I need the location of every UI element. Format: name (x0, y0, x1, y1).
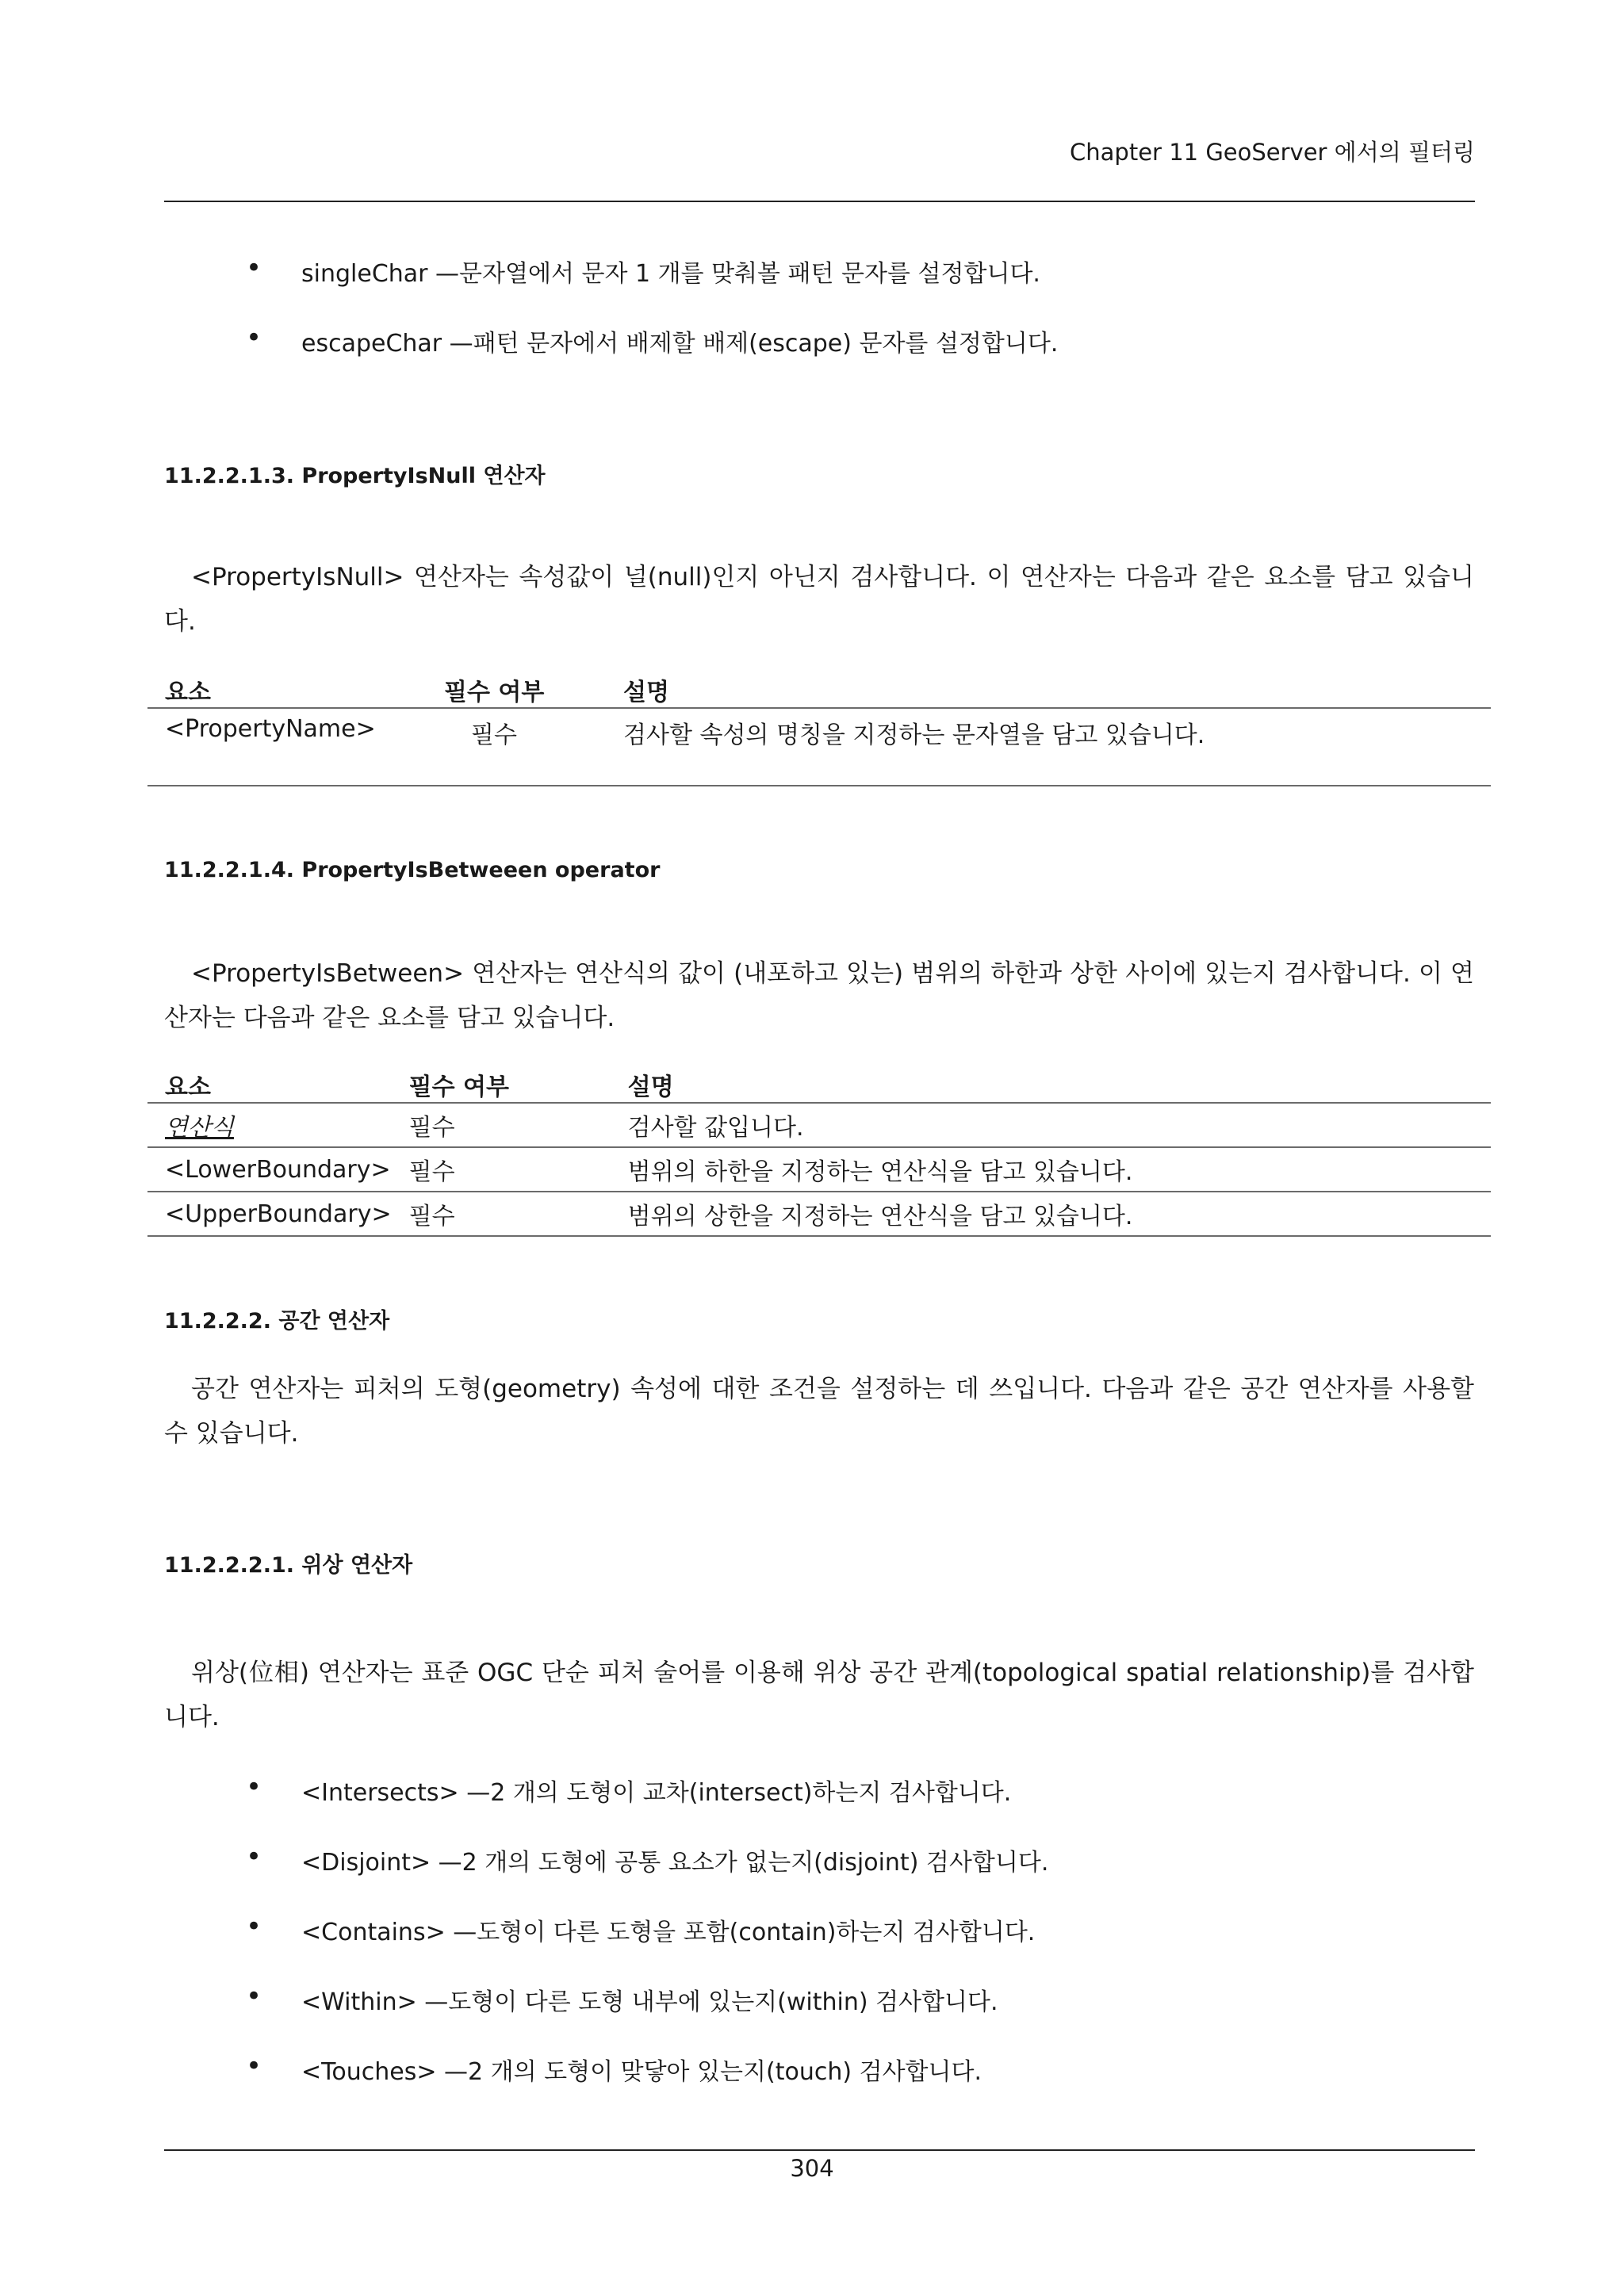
bullet-icon: • (246, 1911, 262, 1942)
page-header-title: Chapter 11 GeoServer 에서의 필터링 (1070, 139, 1475, 166)
header-rule (164, 201, 1475, 202)
paragraph-topological-operators: 위상(位相) 연산자는 표준 OGC 단순 피처 술어를 이용해 위상 공간 관계(topological spatial relationship)를 검사합니다. (164, 1659, 1474, 1732)
table-header-row (147, 666, 1491, 708)
table-row: 연산식 필수 검사할 값입니다. (147, 1103, 1491, 1147)
table-header-row (147, 1061, 1491, 1103)
section-heading-propertyisnull: 11.2.2.1.3. PropertyIsNull 연산자 (164, 464, 546, 488)
paragraph-propertyisnull: <PropertyIsNull> 연산자는 속성값이 널(null)인지 아닌지 검사합니다. 이 연산자는 다음과 같은 요소를 담고 있습니다. (164, 563, 1474, 636)
section-heading-propertyisbetween: 11.2.2.1.4. PropertyIsBetweeen operator (164, 858, 661, 882)
column-header-element: 요소 (165, 1073, 211, 1101)
table-propertyisnull (147, 666, 1491, 786)
bullet-icon: • (246, 1841, 262, 1873)
table-row: <PropertyName> 필수 검사할 속성의 명칭을 지정하는 문자열을 담고 있습니다. (147, 708, 1491, 786)
column-header-required: 필수 여부 (408, 1073, 509, 1101)
column-header-description: 설명 (623, 679, 669, 706)
table-row: <UpperBoundary> 필수 범위의 상한을 지정하는 연산식을 담고 있습니다. (147, 1192, 1491, 1236)
bullet-icon: • (246, 2050, 262, 2082)
table-propertyisbetween (147, 1061, 1491, 1237)
table-row: <LowerBoundary> 필수 범위의 하한을 지정하는 연산식을 담고 있습니다. (147, 1147, 1491, 1192)
paragraph-propertyisbetween: <PropertyIsBetween> 연산자는 연산식의 값이 (내포하고 있는) 범위의 하한과 상한 사이에 있는지 검사합니다. 이 연산자는 다음과 같은 요소를 담고 있습니다. (164, 959, 1474, 1032)
bullet-icon: • (246, 252, 262, 284)
column-header-required: 필수 여부 (444, 679, 545, 706)
section-heading-topological-operators: 11.2.2.2.1. 위상 연산자 (164, 1553, 413, 1578)
column-header-description: 설명 (627, 1073, 674, 1101)
footer-rule (164, 2149, 1475, 2151)
column-header-element: 요소 (165, 679, 211, 706)
bullet-icon: • (246, 1771, 262, 1803)
bullet-icon: • (246, 1980, 262, 2012)
paragraph-spatial-operators: 공간 연산자는 피처의 도형(geometry) 속성에 대한 조건을 설정하는 데 쓰입니다. 다음과 같은 공간 연산자를 사용할 수 있습니다. (164, 1375, 1474, 1448)
page-number: 304 (790, 2155, 834, 2182)
section-heading-spatial-operators: 11.2.2.2. 공간 연산자 (164, 1309, 390, 1334)
bullet-icon: • (246, 322, 262, 354)
